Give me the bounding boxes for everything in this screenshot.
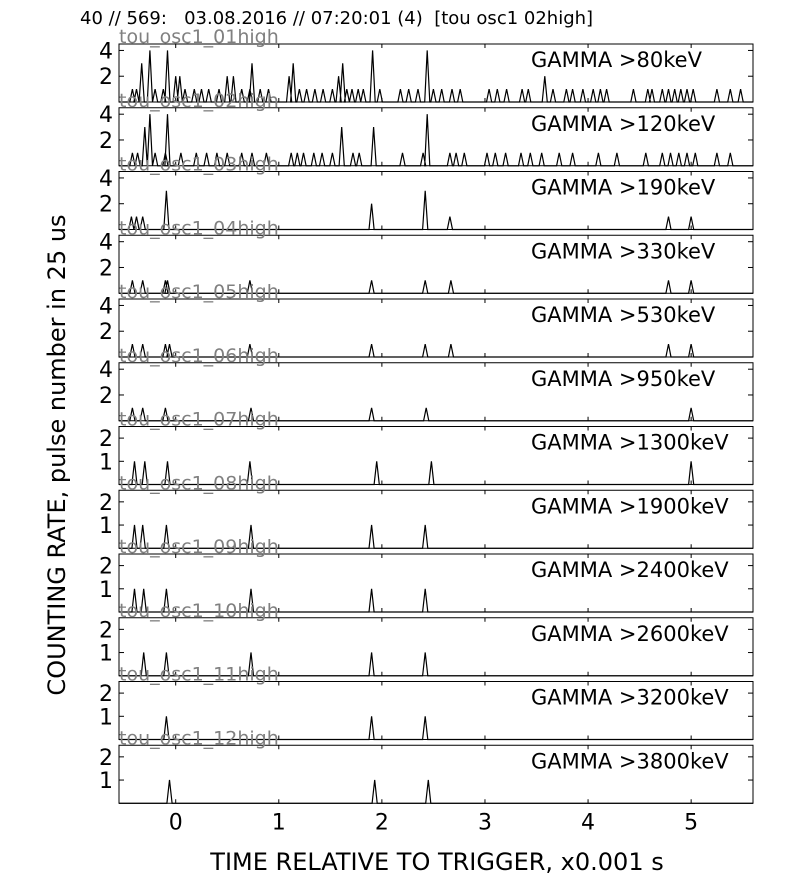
y-tick-label: 2 [99,192,113,218]
panel-label: GAMMA >190keV [531,175,716,200]
y-tick-label: 2 [99,682,113,708]
y-tick-label: 1 [99,450,113,476]
channel-name: tou_osc1_04high [119,217,279,240]
y-tick-label: 1 [99,577,113,603]
x-tick-label: 2 [374,810,389,836]
channel-name: tou_osc1_10high [119,599,279,622]
channel-name: tou_osc1_02high [119,89,279,112]
y-tick-label: 2 [99,128,113,154]
panel-label: GAMMA >330keV [531,239,716,264]
y-axis-label: COUNTING RATE, pulse number in 25 us [43,214,71,696]
y-tick-label: 1 [99,769,113,795]
panel-label: GAMMA >2600keV [531,621,729,646]
x-axis-label: TIME RELATIVE TO TRIGGER, x0.001 s [210,848,664,876]
y-tick-label: 4 [99,103,113,129]
x-tick-label: 3 [477,810,492,836]
y-tick-label: 2 [99,256,113,282]
panel-label: GAMMA >80keV [531,48,702,72]
channel-name: tou_osc1_08high [119,472,279,495]
y-tick-label: 2 [99,745,113,771]
channel-name: tou_osc1_06high [119,344,279,367]
panel-label: GAMMA >3200keV [531,685,729,710]
channel-name: tou_osc1_03high [119,153,279,176]
y-tick-label: 2 [99,383,113,409]
y-tick-label: 2 [99,618,113,644]
panel-label: GAMMA >2400keV [531,558,729,582]
y-tick-label: 2 [99,320,113,346]
y-tick-label: 4 [99,39,113,65]
channel-name: tou_osc1_09high [119,536,279,558]
channel-name: tou_osc1_01high [119,26,279,48]
y-tick-label: 4 [99,358,113,384]
x-tick-label: 0 [168,810,183,836]
panel-label: GAMMA >1900keV [531,494,729,519]
panel-label: GAMMA >950keV [531,366,716,391]
x-tick-label: 4 [581,810,596,836]
y-tick-label: 1 [99,641,113,667]
y-tick-label: 4 [99,294,113,320]
channel-name: tou_osc1_11high [119,663,279,686]
y-tick-label: 4 [99,166,113,192]
channel-name: tou_osc1_05high [119,281,279,303]
figure-title: 40 // 569: 03.08.2016 // 07:20:01 (4) [tou osc1 02high] [80,8,594,29]
y-tick-label: 1 [99,705,113,731]
panel-label: GAMMA >120keV [531,111,716,136]
y-tick-label: 4 [99,230,113,256]
x-tick-label: 1 [271,810,286,836]
panel-label: GAMMA >530keV [531,303,716,327]
channel-name: tou_osc1_07high [119,408,279,431]
y-tick-label: 2 [99,490,113,516]
panel-label: GAMMA >3800keV [531,749,729,774]
x-tick-label: 5 [684,810,699,836]
y-tick-label: 2 [99,427,113,453]
channel-name: tou_osc1_12high [119,727,279,750]
panel-label: GAMMA >1300keV [531,430,729,455]
y-tick-label: 2 [99,65,113,91]
y-tick-label: 2 [99,554,113,580]
series-line-12 [119,780,753,803]
y-tick-label: 1 [99,514,113,540]
